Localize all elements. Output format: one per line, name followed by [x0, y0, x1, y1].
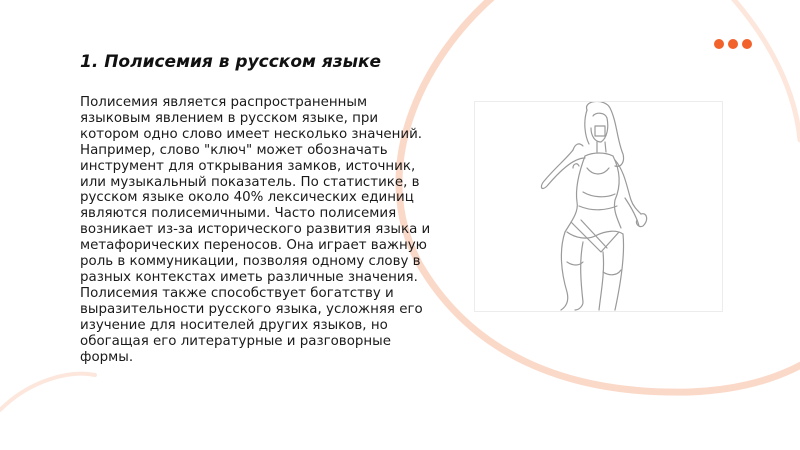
dot-icon: [714, 39, 724, 49]
slide-title: 1. Полисемия в русском языке: [80, 52, 382, 72]
dancing-woman-illustration: [474, 101, 723, 312]
dot-icon: [728, 39, 738, 49]
decorative-dots: [714, 39, 752, 49]
dot-icon: [742, 39, 752, 49]
slide-body-text: Полисемия является распространенным языковым явлением в русском языке, при котором одно слово имеет несколько значений. Например, слово "ключ" может обозначать инструмент для открывания замков, источник, или музыкальный показатель. По статистике, в русском языке около 40% лексических единиц являются полисемичными. Часто полисемия возникает из-за исторического развития языка и метафорических переносов. Она играет важную роль в коммуникации, позволяя одному слову в разных контекстах иметь различные значения. Полисемия также способствует богатству и выразительности русского языка, усложняя его изучение для носителей других языков, но обогащая его литературные и разговорные формы.: [80, 95, 431, 365]
